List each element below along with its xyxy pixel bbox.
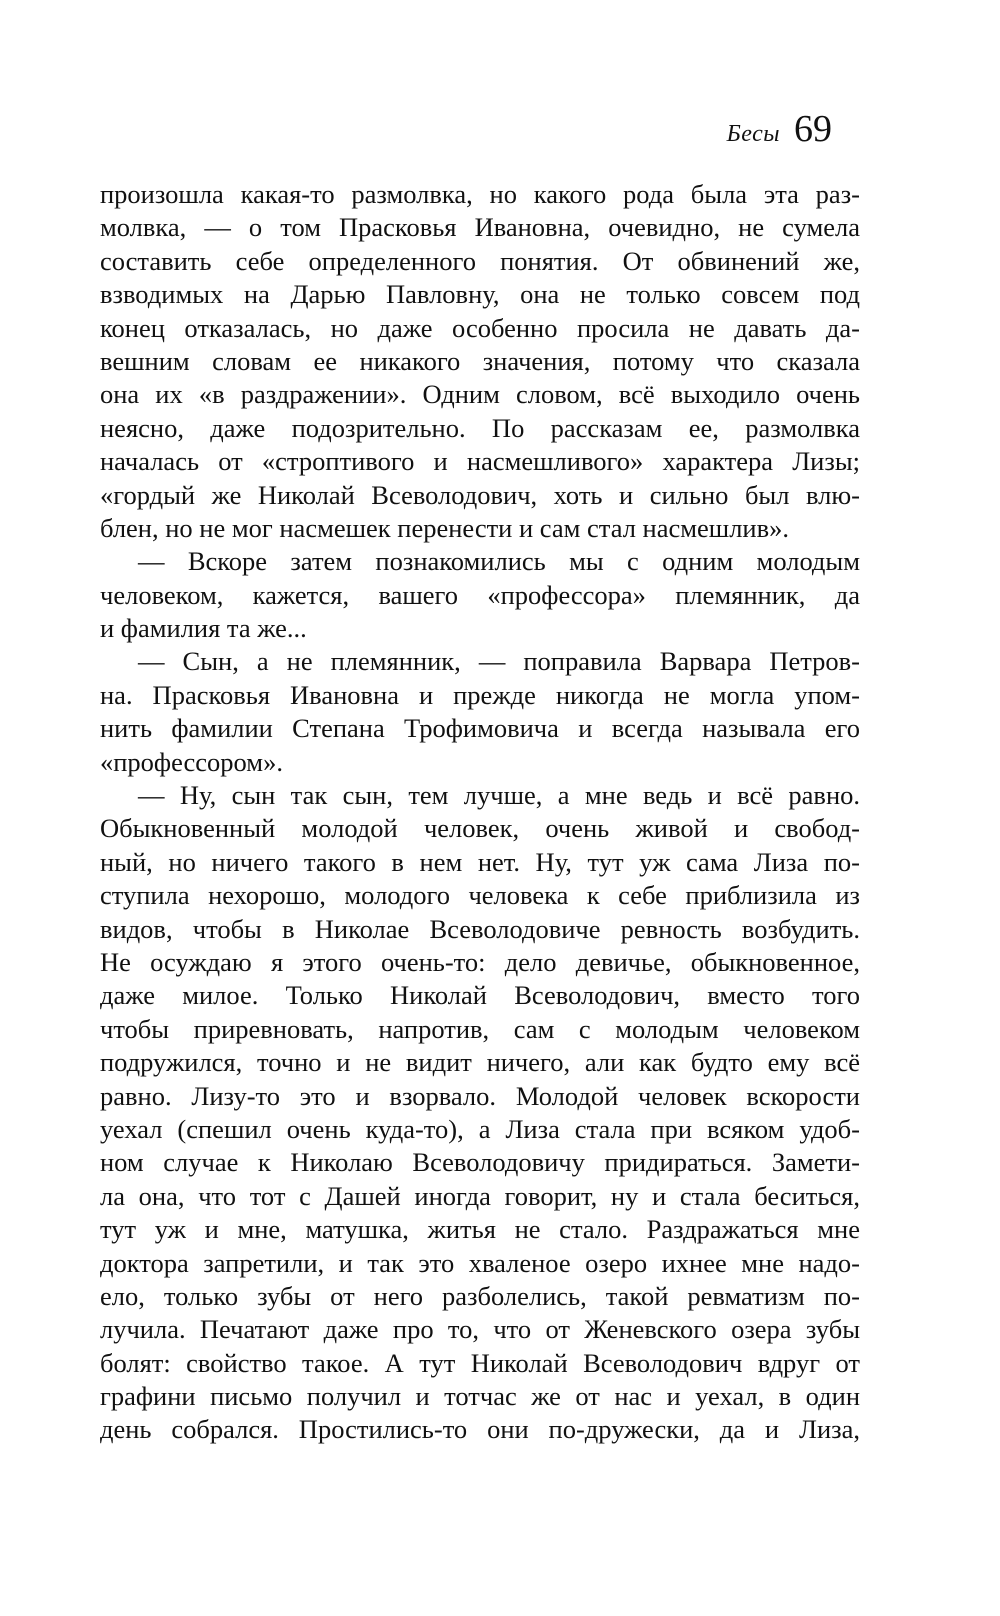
text-line: она их «в раздражении». Одним словом, всё выходило очень [100, 379, 860, 410]
text-line: равно. Лизу-то это и взорвало. Молодой человек вскорости [100, 1080, 860, 1111]
running-head [727, 110, 832, 148]
text-line: произошла какая-то размолвка, но какого рода была эта раз- [100, 179, 860, 209]
text-line: и фамилия та же... [100, 613, 307, 644]
text-line: молвка, — о том Прасковья Ивановна, очевидно, не сумела [100, 212, 860, 243]
text-line: неясно, даже подозрительно. По рассказам ее, размолвка [100, 412, 860, 443]
text-line: ный, но ничего такого в нем нет. Ну, тут уж сама Лиза по- [100, 846, 860, 877]
text-line: человеком, кажется, вашего «профессора» племянник, да [100, 579, 860, 610]
text-line: взводимых на Дарью Павловну, она не только совсем под [100, 279, 860, 310]
text-line: «гордый же Николай Всеволодович, хоть и сильно был влю- [100, 479, 860, 510]
text-line: ело, только зубы от него разболелись, такой ревматизм по- [100, 1280, 860, 1311]
text-line: ступила нехорошо, молодого человека к себе приблизила из [100, 880, 860, 911]
text-line: лучила. Печатают даже про то, что от Женевского озера зубы [100, 1314, 860, 1345]
text-line: Обыкновенный молодой человек, очень живой и свобод- [100, 813, 860, 844]
text-line: Не осуждаю я этого очень-то: дело девичье, обыкновенное, [100, 946, 860, 977]
text-line: графини письмо получил и тотчас же от нас и уехал, в один [100, 1381, 860, 1412]
running-title: Бесы [726, 121, 780, 147]
text-line: болят: свойство такое. А тут Николай Всеволодович вдруг от [100, 1347, 860, 1378]
text-line: на. Прасковья Ивановна и прежде никогда не могла упом- [100, 679, 860, 710]
body-text [100, 178, 860, 1447]
text-line: подружился, точно и не видит ничего, али как будто ему всё [100, 1047, 860, 1078]
text-line: — Сын, а не племянник, — поправила Варвара Петров- [138, 646, 860, 677]
text-line: — Ну, сын так сын, тем лучше, а мне ведь и всё равно. [138, 780, 860, 811]
text-line: видов, чтобы в Николае Всеволодовиче ревность возбудить. [100, 913, 860, 944]
text-line: день собрался. Простились-то они по-дружески, да и Лиза, [100, 1414, 860, 1445]
text-line: тут уж и мне, матушка, житья не стало. Раздражаться мне [100, 1214, 860, 1245]
text-line: «профессором». [100, 746, 283, 777]
text-line: ном случае к Николаю Всеволодовичу придираться. Замети- [100, 1147, 860, 1178]
text-line: нить фамилии Степана Трофимовича и всегда называла его [100, 713, 860, 744]
text-line: составить себе определенного понятия. От обвинений же, [100, 245, 860, 276]
text-line: вешним словам ее никакого значения, потому что сказала [100, 345, 860, 376]
text-line: даже милое. Только Николай Всеволодович, вместо того [100, 980, 860, 1011]
text-line: блен, но не мог насмешек перенести и сам стал насмешлив». [100, 512, 789, 543]
text-line: уехал (спешил очень куда-то), а Лиза стала при всяком удоб- [100, 1113, 860, 1144]
text-line: ла она, что тот с Дашей иногда говорит, ну и стала беситься, [100, 1180, 860, 1211]
text-line: чтобы приревновать, напротив, сам с молодым человеком [100, 1013, 860, 1044]
page-number: 69 [794, 108, 832, 150]
text-line: конец отказалась, но даже особенно просила не давать да- [100, 312, 860, 343]
text-line: доктора запретили, и так это хваленое озеро ихнее мне надо- [100, 1247, 860, 1278]
text-line: началась от «строптивого и насмешливого» характера Лизы; [100, 446, 860, 477]
text-line: — Вскоре затем познакомились мы с одним молодым [138, 546, 860, 577]
